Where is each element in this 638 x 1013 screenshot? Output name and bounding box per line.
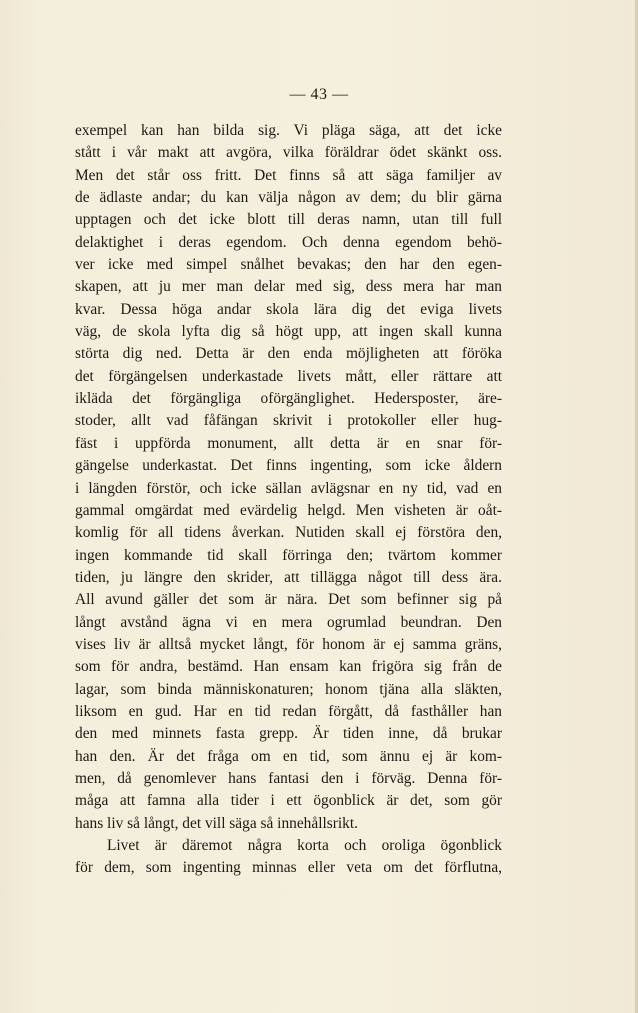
- text-line: exempel kan han bilda sig. Vi pläga säga, att det icke: [75, 122, 502, 139]
- text-line: lagar, som binda människonaturen; honom tjäna alla släkten,: [75, 680, 502, 698]
- text-line: Men det står oss fritt. Det finns så att säga familjer av: [75, 166, 502, 184]
- text-line: långt avstånd ägna vi en mera ogrumlad beundran. Den: [75, 613, 502, 631]
- text-line: upptagen och det icke blott till deras namn, utan till full: [75, 211, 502, 229]
- text-line: han den. Är det fråga om en tid, som ännu ej är kom-: [75, 747, 502, 765]
- text-line: All avund gäller det som är nära. Det som befinner sig på: [75, 591, 502, 609]
- text-line: det förgängelsen underkastade livets mått, eller rättare att: [75, 367, 502, 385]
- text-line: den med minnets fasta grepp. Är tiden inne, då brukar: [75, 725, 502, 743]
- text-line: hans liv så långt, det vill säga så innehållsrikt.: [75, 814, 358, 832]
- text-line: liksom en gud. Har en tid redan förgått, då fasthåller han: [75, 702, 502, 720]
- text-line: fäst i uppförda monument, allt detta är en snar för-: [75, 434, 502, 452]
- text-line: tiden, ju längre den skrider, att tillägga något till dess ära.: [75, 568, 502, 586]
- text-line: i längden förstör, och icke sällan avlägsnar en ny tid, vad en: [75, 479, 502, 497]
- text-line: delaktighet i deras egendom. Och denna egendom behö-: [75, 233, 502, 251]
- text-line: stoder, allt vad fåfängan skrivit i protokoller eller hug-: [75, 412, 502, 430]
- text-line: gängelse underkastat. Det finns ingenting, som icke åldern: [75, 457, 502, 475]
- text-line: måga att famna alla tider i ett ögonblick är det, som gör: [75, 792, 502, 810]
- page-number: — 43 —: [289, 86, 349, 103]
- text-line: väg, de skola lyfta dig så högt upp, att ingen skall kunna: [75, 323, 502, 341]
- text-line: som för andra, bestämd. Han ensam kan frigöra sig från de: [75, 658, 502, 676]
- text-line: ikläda det förgängliga oförgänglighet. Hedersposter, äre-: [75, 390, 502, 408]
- text-line: kvar. Dessa höga andar skola lära dig det eviga livets: [75, 300, 502, 318]
- text-line: stått i vår makt att avgöra, vilka föräldrar ödet skänkt oss.: [75, 144, 502, 162]
- body-text: [75, 120, 502, 880]
- text-line: komlig för all tidens åverkan. Nutiden skall ej förstöra den,: [75, 524, 502, 542]
- paragraph-start-line: Livet är däremot några korta och oroliga ögonblick: [107, 837, 502, 854]
- text-line: ingen kommande tid skall förringa den; tvärtom kommer: [75, 546, 502, 564]
- text-line: för dem, som ingenting minnas eller veta om det förflutna,: [75, 859, 502, 877]
- text-line: skapen, att ju mer man delar med sig, dess mera har man: [75, 278, 502, 296]
- text-line: vises liv är alltså mycket långt, för honom är ej samma gräns,: [75, 635, 502, 653]
- text-line: de ädlaste andar; du kan välja någon av dem; du blir gärna: [75, 189, 502, 207]
- text-line: gammal omgärdat med evärdelig helgd. Men visheten är oåt-: [75, 501, 502, 519]
- text-line: ver icke med simpel snålhet bevakas; den har den egen-: [75, 256, 502, 274]
- text-line: störta dig ned. Detta är den enda möjligheten att föröka: [75, 345, 502, 363]
- text-line: men, då genomlever hans fantasi den i förväg. Denna för-: [75, 769, 502, 787]
